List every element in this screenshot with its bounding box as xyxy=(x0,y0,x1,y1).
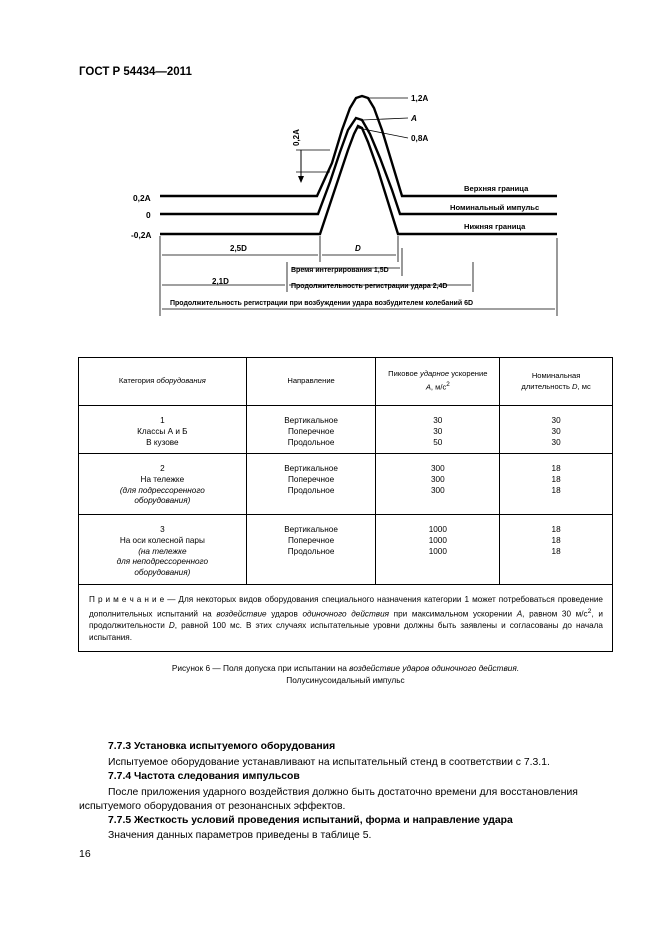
section-7-7-3-heading: 7.7.3 Установка испытуемого оборудования xyxy=(108,741,336,752)
acceleration-cell: 30 30 50 xyxy=(376,406,500,454)
table-row xyxy=(79,406,613,454)
lower-limit-line xyxy=(160,126,557,234)
table-note-row xyxy=(79,585,613,652)
pulse-tolerance-diagram xyxy=(0,0,661,340)
direction-cell: Вертикальное Поперечное Продольное xyxy=(246,454,376,515)
section-7-7-5-text: Значения данных параметров приведены в таблице 5. xyxy=(108,830,372,841)
direction-cell: Вертикальное Поперечное Продольное xyxy=(246,515,376,585)
table-row xyxy=(79,515,613,585)
label-2-5d: 2,5D xyxy=(230,244,247,253)
section-7-7-4-heading: 7.7.4 Частота следования импульсов xyxy=(108,771,300,782)
header-acceleration: Пиковое ударное ускорение A, $м/с^2$ xyxy=(376,358,500,406)
duration-cell: 18 18 18 xyxy=(500,515,613,585)
label-peak-upper: 1,2A xyxy=(411,94,429,103)
legend-upper-limit: Верхняя граница xyxy=(464,184,529,193)
category-cell: 2 На тележке (для подрессоренного оборудования) xyxy=(79,454,247,515)
section-7-7-4-text-line2: испытуемого оборудования от резонансных эффектов. xyxy=(79,801,346,812)
table-note: П р и м е ч а н и е — Для некоторых видов оборудования специального назначения категории 1 может потребоваться проведение дополнительных испытаний на воздействие ударов одиночного действия при максимальном ускорении A, равном 30 $м/с^2$, и продолжительности D, равной 100 мс. В этих случаях испытательные уровни должны быть заявлены и согласованы до начала испытания. xyxy=(79,585,613,652)
section-7-7-3-text: Испытуемое оборудование устанавливают на испытательный стенд в соответствии с 7.3.1. xyxy=(108,757,550,768)
nominal-label-connector xyxy=(362,118,408,120)
label-integration: Время интегрирования 1,5D xyxy=(291,267,389,274)
legend-nominal-pulse: Номинальный импульс xyxy=(450,203,540,212)
category-cell: 3 На оси колесной пары (на тележке для неподрессоренного оборудования) xyxy=(79,515,247,585)
table-row xyxy=(79,454,613,515)
label-plus-level: 0,2A xyxy=(133,193,151,203)
label-peak-lower: 0,8A xyxy=(411,134,429,143)
duration-cell: 30 30 30 xyxy=(500,406,613,454)
section-7-7-4-text-line1: После приложения ударного воздействия должно быть достаточно времени для восстановления xyxy=(108,787,578,798)
header-duration: Номинальная длительность D, мс xyxy=(500,358,613,406)
category-cell: 1 Классы А и Б В кузове xyxy=(79,406,247,454)
label-d: D xyxy=(355,244,361,253)
figure-caption: Рисунок 6 — Поля допуска при испытании на воздействие ударов одиночного действия. Полусинусоидальный импульс xyxy=(171,663,520,685)
direction-cell: Вертикальное Поперечное Продольное xyxy=(246,406,376,454)
acceleration-cell: 1000 1000 1000 xyxy=(376,515,500,585)
document-header: ГОСТ Р 54434—2011 xyxy=(79,66,192,78)
header-category: Категория оборудования xyxy=(79,358,247,406)
section-7-7-5-heading: 7.7.5 Жесткость условий проведения испытаний, форма и направление удара xyxy=(108,815,513,826)
acceleration-cell: 300 300 300 xyxy=(376,454,500,515)
label-zero-level: 0 xyxy=(146,210,151,220)
nominal-pulse-line xyxy=(160,118,557,214)
table-header-row xyxy=(79,358,613,406)
label-minus-level: -0,2A xyxy=(131,230,152,240)
label-record-shock: Продолжительность регистрации удара 2,4D xyxy=(291,283,448,290)
shock-parameters-table xyxy=(78,357,613,652)
label-2-1d: 2,1D xyxy=(212,277,229,286)
rise-tolerance-arrowhead xyxy=(298,176,304,183)
header-direction: Направление xyxy=(246,358,376,406)
legend-lower-limit: Нижняя граница xyxy=(464,222,526,231)
upper-limit-line xyxy=(160,96,557,196)
label-rise-tolerance: 0,2A xyxy=(292,129,301,146)
duration-cell: 18 18 18 xyxy=(500,454,613,515)
label-peak-nominal: A xyxy=(411,114,417,123)
label-record-total: Продолжительность регистрации при возбуждении удара возбудителем колебаний 6D xyxy=(170,300,474,307)
page-number: 16 xyxy=(79,848,91,860)
